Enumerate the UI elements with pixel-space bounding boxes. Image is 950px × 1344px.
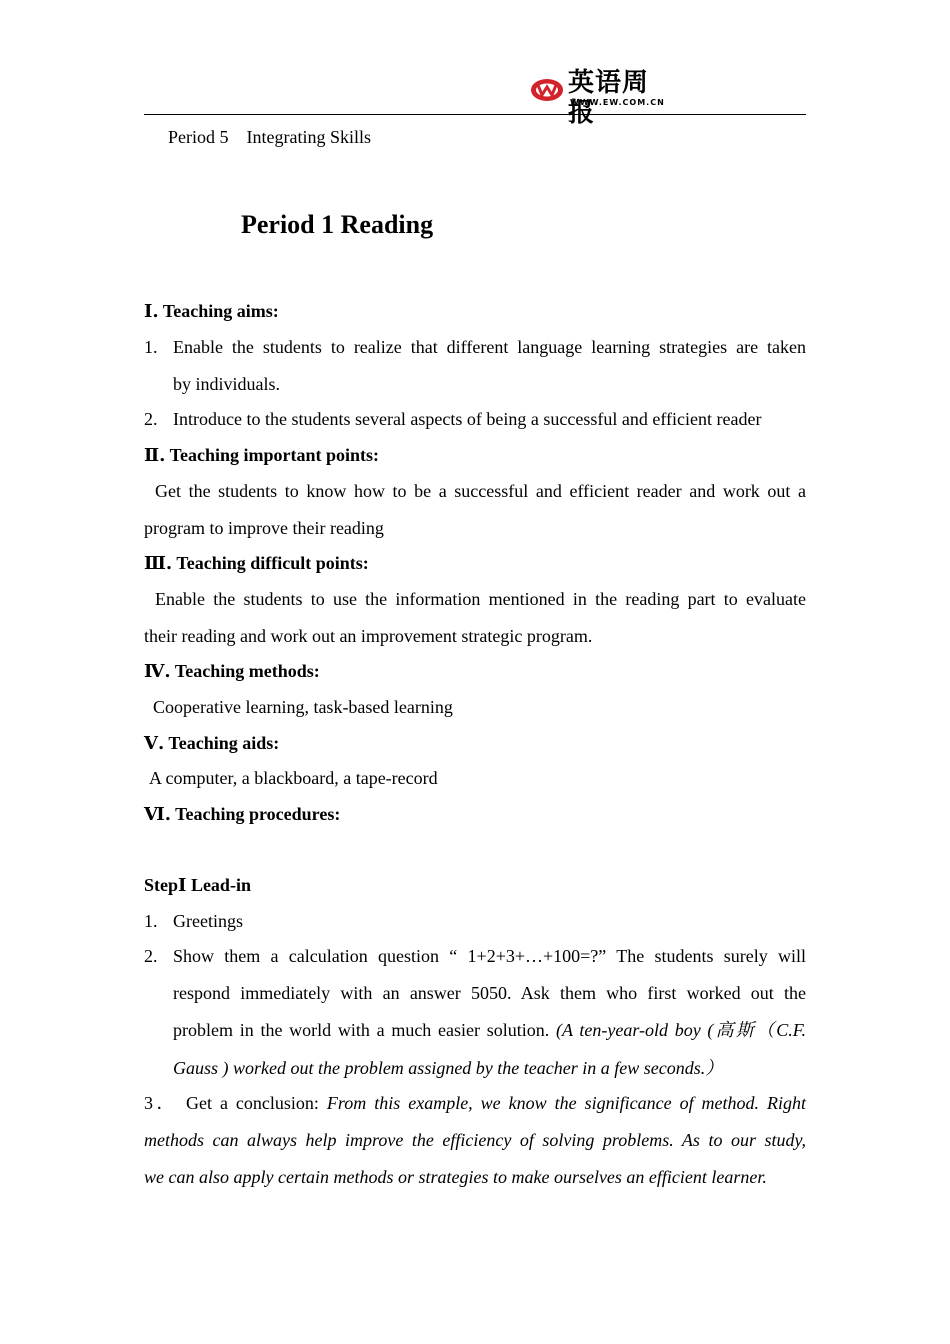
- logo-url-text: WWW.EW.COM.CN: [570, 98, 665, 107]
- section-important-heading: Ⅱ. Teaching important points:: [144, 445, 379, 466]
- methods-text: Cooperative learning, task-based learning: [153, 697, 453, 717]
- step-1-heading: StepⅠ Lead-in: [144, 875, 251, 896]
- step-1-item-2-line-1: Show them a calculation question “ 1+2+3+…+100=?” The students surely will: [173, 946, 806, 966]
- step-1-item-3-line-1: 3． Get a conclusion: From this example, we know the significance of method. Right: [144, 1093, 807, 1113]
- aims-item-1-line-1: Enable the students to realize that different language learning strategies are taken: [173, 337, 806, 357]
- period-line: Period 5 Integrating Skills: [168, 127, 371, 147]
- aims-item-2-text: Introduce to the students several aspects of being a successful and efficient reader: [173, 409, 762, 429]
- step-1-item-2-line-2: respond immediately with an answer 5050. Ask them who first worked out the: [173, 983, 806, 1003]
- aids-text: A computer, a blackboard, a tape-record: [149, 768, 438, 788]
- difficult-line-1: Enable the students to use the information mentioned in the reading part to evaluate: [155, 589, 806, 609]
- section-aids-heading: Ⅴ. Teaching aids:: [144, 733, 280, 754]
- section-aims-heading: Ⅰ. Teaching aims:: [144, 301, 279, 322]
- section-difficult-heading: Ⅲ. Teaching difficult points:: [144, 553, 369, 574]
- step-1-item-3-line-3: we can also apply certain methods or strategies to make ourselves an efficient learner.: [144, 1167, 767, 1187]
- aims-item-1-line-2: by individuals.: [173, 374, 280, 394]
- difficult-line-2: their reading and work out an improvement strategic program.: [144, 626, 593, 646]
- section-methods-heading: Ⅳ. Teaching methods:: [144, 661, 320, 682]
- ew-logo-icon: [530, 78, 564, 102]
- step-1-item-1-text: Greetings: [173, 911, 243, 931]
- important-line-1: Get the students to know how to be a successful and efficient reader and work out a: [155, 481, 806, 501]
- step-1-item-2-line-4: Gauss ) worked out the problem assigned by the teacher in a few seconds.）: [173, 1058, 724, 1078]
- important-line-2: program to improve their reading: [144, 518, 384, 538]
- page-title: Period 1 Reading: [241, 210, 434, 239]
- step-1-item-3-line-2: methods can always help improve the efficiency of solving problems. As to our study,: [144, 1130, 806, 1150]
- ew-logo: [530, 68, 670, 128]
- logo-chinese-text: 英语周报: [568, 68, 650, 128]
- aims-item-1-number: 1.: [144, 337, 158, 357]
- aims-item-2-number: 2.: [144, 409, 158, 429]
- step-1-item-2-number: 2.: [144, 946, 158, 966]
- step-1-item-1-number: 1.: [144, 911, 158, 931]
- section-procedures-heading: Ⅵ. Teaching procedures:: [144, 804, 341, 825]
- page-header: [144, 66, 806, 128]
- step-1-item-2-line-3: problem in the world with a much easier solution. (A ten-year-old boy (高斯（C.F.: [173, 1020, 806, 1040]
